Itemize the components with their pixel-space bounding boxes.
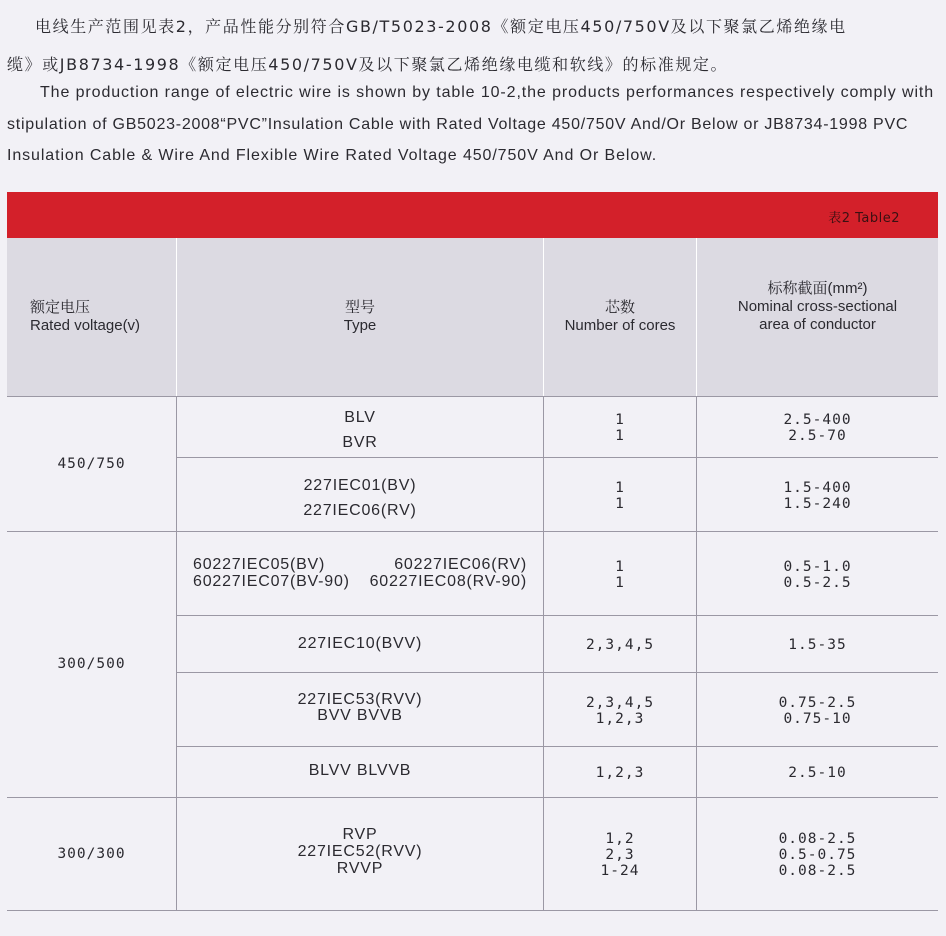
- area-value: 0.75-2.5: [778, 695, 857, 711]
- voltage-cell: 450/750: [57, 456, 126, 472]
- cores-value: 1-24: [600, 863, 640, 879]
- area-cell: [697, 637, 938, 653]
- type-value: 227IEC10(BVV): [297, 635, 423, 652]
- header-cores-en: Number of cores: [564, 317, 676, 334]
- cores-cell: [544, 412, 696, 444]
- area-value: 0.75-10: [783, 711, 852, 727]
- type-pair: [193, 573, 527, 590]
- area-value: 1.5-240: [783, 496, 852, 512]
- type-cell: [177, 636, 543, 652]
- cores-value: 2,3,4,5: [585, 695, 655, 711]
- table-rule: [7, 531, 938, 532]
- type-value: 227IEC01(BV): [303, 477, 417, 494]
- cores-cell: [544, 480, 696, 512]
- cores-value: 1: [615, 559, 625, 575]
- header-rated-voltage-en: Rated voltage(v): [30, 317, 141, 334]
- type-cell: [177, 473, 543, 523]
- type-value: 60227IEC06(RV): [394, 556, 527, 573]
- table-rule: [7, 396, 938, 397]
- intro-cn-line-2: 缆》或JB8734-1998《额定电压450/750V及以下聚氯乙烯绝缘电缆和软线》的标准规定。: [7, 55, 729, 74]
- type-value: BLV: [344, 409, 376, 426]
- voltage-cell: 300/500: [57, 656, 126, 672]
- area-cell: [697, 695, 938, 727]
- intro-en-line-2: stipulation of GB5023-2008“PVC”Insulation Cable with Rated Voltage 450/750V And/Or Below or JB8734-1998 PVC: [7, 116, 909, 133]
- type-cell: [177, 556, 543, 590]
- cores-value: 1,2,3: [595, 711, 645, 727]
- type-value: BLVV BLVVB: [308, 762, 412, 779]
- type-pair: [193, 556, 527, 573]
- cores-cell: [544, 765, 696, 781]
- header-cores-cn: 芯数: [604, 299, 635, 316]
- area-cell: [697, 412, 938, 444]
- type-value: BVV BVVB: [317, 707, 403, 724]
- cores-cell: [544, 831, 696, 879]
- header-cores: [544, 238, 696, 396]
- type-cell: [177, 763, 543, 779]
- cores-cell: [544, 637, 696, 653]
- type-cell: [177, 692, 543, 724]
- header-area-en-2: area of conductor: [759, 316, 876, 333]
- voltage-cell: 300/300: [57, 846, 126, 862]
- type-cell: [177, 826, 543, 877]
- table-rule: [176, 672, 938, 673]
- header-type-cn: 型号: [344, 299, 375, 316]
- area-value: 2.5-10: [788, 765, 847, 781]
- area-value: 1.5-400: [783, 480, 852, 496]
- area-value: 2.5-70: [788, 428, 847, 444]
- type-cell: [177, 405, 543, 455]
- cores-value: 1: [615, 575, 625, 591]
- area-value: 0.5-2.5: [783, 575, 852, 591]
- cores-value: 1,2,3: [595, 765, 645, 781]
- area-value: 2.5-400: [783, 412, 852, 428]
- type-value: RVP: [342, 826, 378, 843]
- cores-value: 1: [615, 480, 625, 496]
- header-area-cn: 标称截面(mm²): [767, 280, 868, 297]
- type-value: 227IEC06(RV): [303, 502, 417, 519]
- header-area: [697, 228, 938, 386]
- area-cell: [697, 559, 938, 591]
- header-type: [177, 238, 543, 396]
- area-cell: [697, 765, 938, 781]
- type-value: 227IEC53(RVV): [297, 691, 423, 708]
- intro-en-line-1: The production range of electric wire is shown by table 10-2,the products performances respectively comply with: [40, 84, 935, 101]
- cores-value: 1,2: [605, 831, 635, 847]
- type-value: RVVP: [336, 860, 384, 877]
- table-caption: 表2 Table2: [828, 211, 900, 226]
- header-rated-voltage-cn: 额定电压: [30, 299, 91, 316]
- area-cell: [697, 480, 938, 512]
- type-value: 60227IEC05(BV): [193, 556, 326, 573]
- header-rated-voltage: [7, 238, 176, 396]
- table-rule: [176, 746, 938, 747]
- cores-value: 1: [615, 428, 625, 444]
- table-rule: [176, 457, 938, 458]
- area-value: 0.5-0.75: [778, 847, 857, 863]
- table-rule: [7, 797, 938, 798]
- type-value: 60227IEC07(BV-90): [193, 573, 350, 590]
- table-rule: [7, 910, 938, 911]
- area-cell: [697, 831, 938, 879]
- area-value: 0.5-1.0: [783, 559, 852, 575]
- cores-value: 1: [615, 496, 625, 512]
- cores-value: 1: [615, 412, 625, 428]
- area-value: 0.08-2.5: [778, 863, 857, 879]
- type-value: BVR: [342, 434, 378, 451]
- area-value: 1.5-35: [788, 637, 847, 653]
- cores-value: 2,3: [605, 847, 635, 863]
- area-value: 0.08-2.5: [778, 831, 857, 847]
- header-area-en-1: Nominal cross-sectional: [737, 298, 898, 315]
- cores-value: 2,3,4,5: [585, 637, 655, 653]
- header-type-en: Type: [343, 317, 377, 334]
- type-value: 60227IEC08(RV-90): [369, 573, 527, 590]
- cores-cell: [544, 695, 696, 727]
- cores-cell: [544, 559, 696, 591]
- intro-cn-line-1: 电线生产范围见表2，产品性能分别符合GB/T5023-2008《额定电压450/750V及以下聚氯乙烯绝缘电: [35, 17, 847, 36]
- type-value: 227IEC52(RVV): [297, 843, 423, 860]
- intro-en-line-3: Insulation Cable & Wire And Flexible Wire Rated Voltage 450/750V And Or Below.: [7, 147, 658, 164]
- table-rule: [176, 615, 938, 616]
